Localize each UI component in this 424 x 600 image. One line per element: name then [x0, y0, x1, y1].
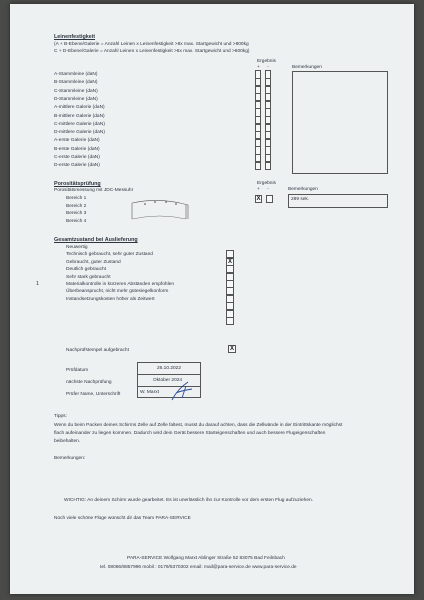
document-page [10, 4, 414, 594]
leinenfestigkeit-row-label: D-Stammleine (daN) [54, 96, 98, 102]
gesamtzustand-row-label: Neuwertig [66, 245, 88, 250]
leinenfestigkeit-row-label: D-mittlere Galerie (daN) [54, 130, 105, 136]
plus-label-2: + [257, 187, 260, 192]
leinenfestigkeit-row-label: B-erste Galerie (daN) [54, 146, 100, 152]
section-title-leinenfestigkeit: Leinenfestigkeit [54, 34, 96, 40]
pruefer-label: Prüfer Name, Unterschrift [66, 392, 121, 397]
ergebnis-label-2: Ergebnis [257, 181, 276, 186]
gesamtzustand-row-label: Gebraucht, guter Zustand [66, 259, 121, 265]
stempel-checkbox[interactable]: X [229, 346, 234, 352]
pruefdatum-label: Prüfdatum [66, 368, 89, 373]
leinenfestigkeit-row-label: C-Stammleine (daN) [54, 88, 98, 94]
result-minus-cell[interactable] [265, 162, 271, 170]
pruefung-divider-1 [137, 374, 201, 375]
gesamtzustand-column [226, 251, 234, 325]
leinenfestigkeit-row-label: A-Stammleine (daN) [54, 72, 98, 77]
result-plus-cell[interactable] [255, 162, 261, 170]
gesamtzustand-row-label: Sehr stark gebraucht [66, 274, 111, 280]
gesamtzustand-row-label: Instandsetzungskosten höher als Zeitwert [66, 296, 155, 302]
tipps-line-2: flach aufeinander zu liegen kommen. Dadurch wird dein Gerät bessere Starteigenschaften und auch bessere Flugeigenschaften [54, 431, 326, 436]
gesamtzustand-row-label: Materialkontrolle in kürzeren Abständen empfohlen [66, 282, 174, 287]
porositaet-row-label: Bereich 2 [66, 203, 87, 209]
naechste-label: nächste Nachprüfung [66, 380, 112, 385]
formula-line-1: (A + B-Ebene/Galerie = Anzahl Leinen x Leinenfestigkeit >8x max. Startgewicht und >800kg [54, 42, 249, 47]
porositaet-subtitle: Porositätsmessung mit JDC-Messuhr [54, 188, 134, 193]
gesamtzustand-row-label: Technisch gebraucht, sehr guter Zustand [66, 252, 153, 258]
footer-line-1: PARA-SERVICE Wolfgang Marxt Ablinger Straße 52 83075 Bad Feilnbach [127, 556, 285, 561]
leinenfestigkeit-row-label: D-erste Galerie (daN) [54, 163, 100, 169]
plus-label: + [257, 65, 260, 70]
tipps-line-3: beibehalten. [54, 439, 81, 444]
side-mark: 1 [36, 281, 39, 287]
naechste-value: Oktober 2024 [153, 378, 183, 383]
tipps-line-1: Wenn du beim Packen deines Schirms Zelle auf Zelle faltest, musst du darauf achten, dass die Zellwände in der Eintrittskante möglichst [54, 423, 343, 428]
porositaet-result-minus[interactable] [266, 195, 273, 203]
gruss-note: Noch viele schöne Flüge wünscht dir das Team PARA-SERVICE [54, 516, 191, 521]
bemerkungen-box[interactable] [292, 71, 388, 174]
result-plus-column [255, 71, 261, 170]
result-minus-column [265, 71, 271, 170]
porositaet-row-label: Bereich 4 [66, 218, 87, 224]
porositaet-result-plus[interactable]: X [256, 196, 261, 202]
bemerkungen-label: Bemerkungen [292, 65, 322, 70]
ergebnis-label: Ergebnis [257, 59, 276, 64]
porositaet-row-label: Bereich 3 [66, 211, 87, 216]
gesamtzustand-row-label: Deutlich gebraucht [66, 267, 106, 273]
formula-line-2: C + D-Ebene/Galerie = Anzahl Leinen x Leinenfestigkeit >6x max. Startgewicht und >600kg) [54, 49, 250, 54]
leinenfestigkeit-row-label: C-erste Galerie (daN) [54, 155, 100, 160]
section-title-porositaet: Porositätsprüfung [54, 181, 101, 187]
gesamtzustand-checkbox[interactable] [226, 317, 234, 325]
bemerkungen-label-2: Bemerkungen [288, 187, 318, 192]
pruefdatum-value: 26.10.2022 [157, 366, 182, 371]
pruefer-value: W. Marxt [140, 390, 159, 395]
leinenfestigkeit-row-label: C-mittlere Galerie (daN) [54, 121, 105, 127]
bemerkungen-title: Bemerkungen: [54, 456, 86, 461]
footer-line-2: tel. 08066/8857996 mobil : 0179/5370302 email: mail@para-service.de www.para-service.de [100, 565, 297, 570]
stempel-label: Nachprüfstempel aufgebracht [66, 348, 129, 353]
leinenfestigkeit-row-label: B-mittlere Galerie (daN) [54, 113, 105, 119]
gesamtzustand-check-mark: X [227, 258, 232, 265]
gesamtzustand-row-label: Überbeansprucht, nicht mehr gütesiegelkonform [66, 289, 169, 295]
leinenfestigkeit-row-label: A-erste Galerie (daN) [54, 138, 100, 144]
porositaet-bemerkungen-box[interactable] [288, 194, 388, 208]
wing-diagram [130, 197, 190, 225]
minus-label-2: - [267, 187, 269, 192]
wichtig-note: WICHTIG: An deinem Schirm wurde gearbeitet. Es ist unerlässlich ihn zur Kontrolle vor dem ersten Flug aufzuziehen. [64, 498, 314, 503]
tipps-title: Tipps: [54, 414, 67, 419]
leinenfestigkeit-row-label: B-Stammleine (daN) [54, 80, 98, 86]
minus-label: - [267, 65, 269, 70]
signature-mark [168, 380, 198, 404]
section-title-gesamtzustand: Gesamtzustand bei Auslieferung [54, 237, 138, 243]
leinenfestigkeit-row-label: A-mittlere Galerie (daN) [54, 105, 105, 111]
porositaet-remark: 289 sek. [291, 197, 310, 202]
porositaet-row-label: Bereich 1 [66, 196, 87, 201]
